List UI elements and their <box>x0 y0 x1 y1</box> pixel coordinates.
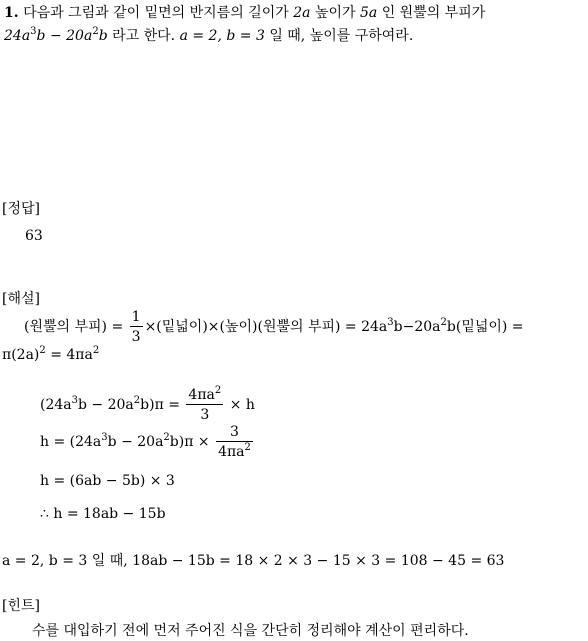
eq1-fraction-denominator: 3 <box>200 407 210 423</box>
question-line-1 <box>4 6 485 20</box>
question-text-3: 인 원뿔의 부피가 <box>381 5 486 21</box>
eq2-fraction <box>216 425 253 459</box>
explanation-line1-part1: (원뿔의 부피) = <box>24 319 124 335</box>
explanation-line1-exp1: 3 <box>387 317 394 328</box>
question-number: 1. <box>4 5 19 21</box>
question-math-volume-c: b <box>98 28 108 44</box>
eq1-exp2: 2 <box>133 395 141 406</box>
eq2-den-exp: 2 <box>244 442 251 453</box>
explanation-line-2 <box>2 345 100 363</box>
eq2-part2: b − 20a <box>107 434 164 450</box>
final-calculation: 18ab − 15b = 18 × 2 × 3 − 15 × 3 = 108 − 45 = 63 <box>132 553 505 569</box>
explanation-line2-exp2: 2 <box>92 345 100 356</box>
explanation-line-1 <box>24 310 524 344</box>
hint-label: [힌트] <box>2 598 40 614</box>
explanation-final-line <box>2 554 504 568</box>
explanation-line2-exp1: 2 <box>39 345 46 356</box>
question-text-5: 일 때, 높이를 구하여라. <box>269 28 414 44</box>
equation-1 <box>40 385 255 423</box>
explanation-label: [해설] <box>2 291 40 307</box>
hint-text: 수를 대입하기 전에 먼저 주어진 식을 간단히 정리해야 계산이 편리하다. <box>32 623 469 639</box>
explanation-line2-part1: π(2a) <box>2 347 40 363</box>
fraction-denominator: 3 <box>131 329 141 345</box>
question-math-volume-a: 24a <box>4 28 31 44</box>
question-exp-2: 2 <box>92 26 99 37</box>
eq1-fraction <box>186 385 223 423</box>
question-text-1: 다음과 그림과 같이 밑면의 반지름의 길이가 <box>23 5 289 21</box>
eq1-part2: b − 20a <box>78 397 134 413</box>
equation-3: h = (6ab − 5b) × 3 <box>40 473 175 489</box>
eq1-part1: (24a <box>40 397 72 413</box>
fraction-one-third <box>130 310 143 344</box>
eq1-num-exp: 2 <box>214 385 222 396</box>
eq2-part3: b)π × <box>169 434 210 450</box>
final-values: a = 2, b = 3 <box>2 553 88 569</box>
explanation-line1-part2: ×(밑넓이)×(높이)(원뿔의 부피) = 24a <box>144 319 388 335</box>
question-line-2 <box>4 26 414 44</box>
question-exp-1: 3 <box>30 26 37 37</box>
question-math-radius: 2a <box>293 5 311 21</box>
eq1-part3: b)π = <box>140 397 180 413</box>
question-math-values: a = 2, b = 3 <box>179 28 265 44</box>
eq2-fraction-denominator <box>216 442 253 459</box>
question-math-volume-b: b − 20a <box>36 28 93 44</box>
eq1-fraction-numerator <box>186 385 223 405</box>
eq1-exp1: 3 <box>71 395 78 406</box>
answer-value: 63 <box>25 228 43 244</box>
question-text-2: 높이가 <box>314 5 356 21</box>
equation-4: ∴ h = 18ab − 15b <box>40 506 166 522</box>
explanation-line1-part3: b−20a <box>393 319 441 335</box>
explanation-line1-exp2: 2 <box>440 317 447 328</box>
final-text: 일 때, <box>91 553 128 569</box>
eq2-den-base: 4πa <box>218 444 245 460</box>
question-math-height: 5a <box>359 5 378 21</box>
eq2-part1: h = (24a <box>40 434 102 450</box>
explanation-line2-part2: = 4πa <box>45 347 93 363</box>
eq2-fraction-numerator: 3 <box>216 425 253 442</box>
eq1-part4: × h <box>229 397 255 413</box>
fraction-numerator: 1 <box>131 309 141 325</box>
equation-2 <box>40 425 255 459</box>
explanation-line1-part4: b(밑넓이) = <box>446 319 524 335</box>
question-text-4: 라고 한다. <box>112 28 176 44</box>
answer-label: [정답] <box>2 201 40 217</box>
eq2-exp1: 3 <box>101 432 108 443</box>
eq2-exp2: 2 <box>163 432 170 443</box>
eq1-num-base: 4πa <box>188 387 215 403</box>
